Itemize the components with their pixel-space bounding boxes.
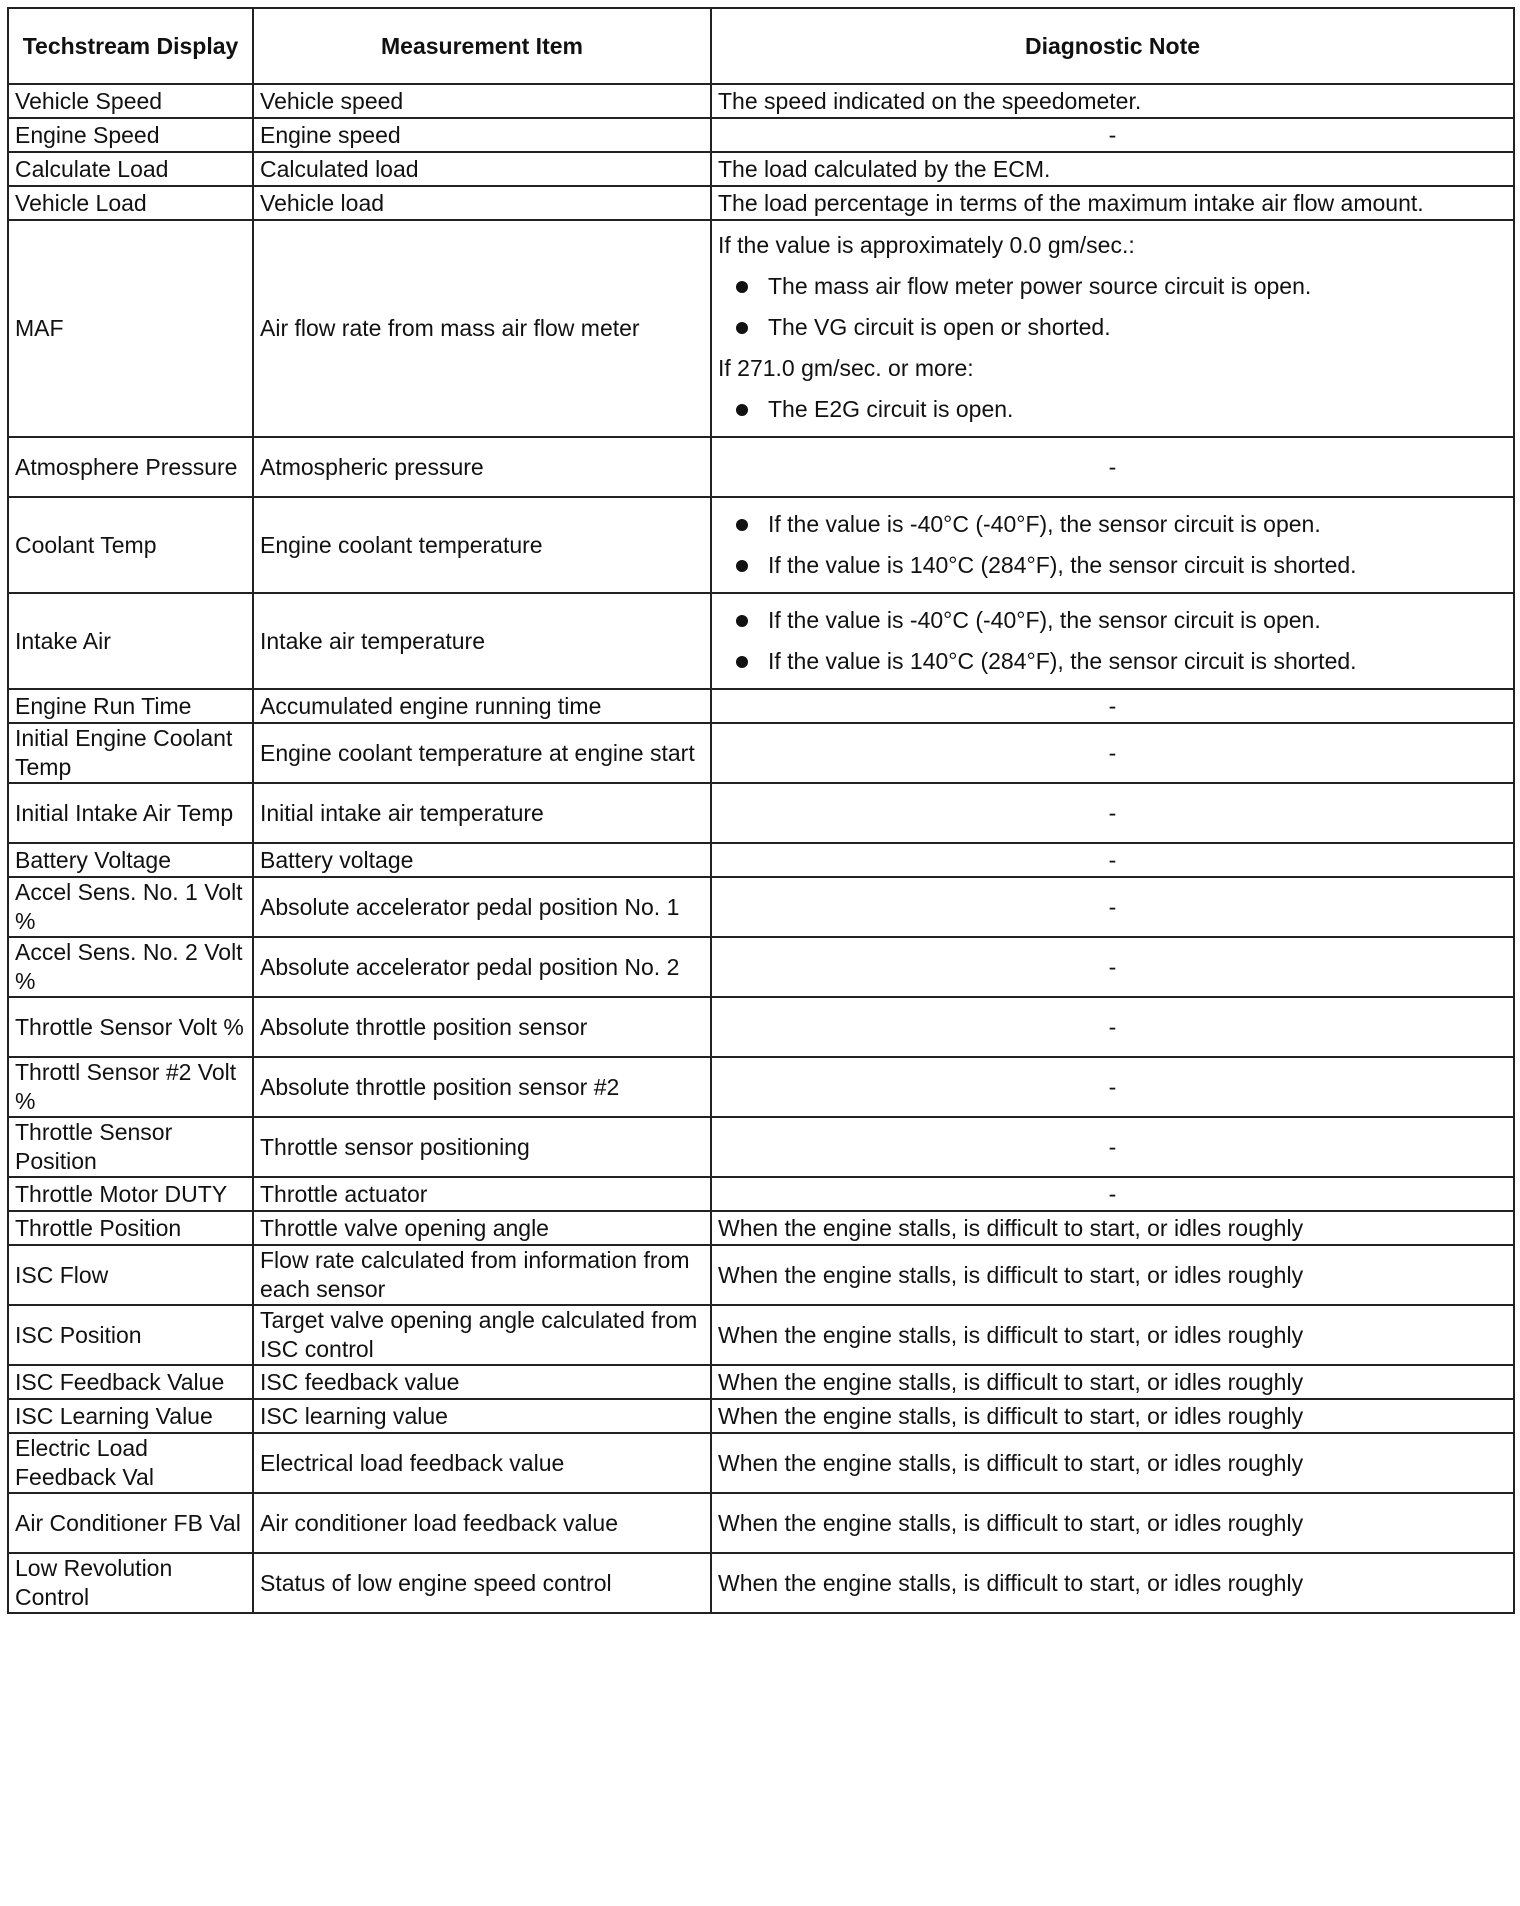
cell-measurement-item: Accumulated engine running time <box>253 689 711 723</box>
note-bullet-item: If the value is 140°C (284°F), the sensor circuit is shorted. <box>718 551 1507 580</box>
cell-measurement-item: Flow rate calculated from information from each sensor <box>253 1245 711 1305</box>
cell-diagnostic-note: When the engine stalls, is difficult to start, or idles roughly <box>711 1493 1514 1553</box>
table-row <box>8 437 1514 497</box>
note-bullet-item: If the value is -40°C (-40°F), the sensor circuit is open. <box>718 606 1507 635</box>
table-row <box>8 783 1514 843</box>
note-bullet-item: If the value is -40°C (-40°F), the sensor circuit is open. <box>718 510 1507 539</box>
cell-techstream-display: MAF <box>8 220 253 437</box>
table-row <box>8 118 1514 152</box>
table-row <box>8 689 1514 723</box>
cell-diagnostic-note: The speed indicated on the speedometer. <box>711 84 1514 118</box>
table-row <box>8 1177 1514 1211</box>
data-list-table <box>7 7 1515 1614</box>
cell-techstream-display: ISC Learning Value <box>8 1399 253 1433</box>
cell-measurement-item: Throttle sensor positioning <box>253 1117 711 1177</box>
cell-diagnostic-note: - <box>711 783 1514 843</box>
cell-techstream-display: Vehicle Load <box>8 186 253 220</box>
cell-techstream-display: Throttle Position <box>8 1211 253 1245</box>
cell-measurement-item: Vehicle speed <box>253 84 711 118</box>
cell-diagnostic-note: - <box>711 118 1514 152</box>
note-paragraph: If the value is approximately 0.0 gm/sec.: <box>718 232 1135 258</box>
table-row <box>8 1117 1514 1177</box>
cell-diagnostic-note: When the engine stalls, is difficult to start, or idles roughly <box>711 1305 1514 1365</box>
cell-diagnostic-note: When the engine stalls, is difficult to start, or idles roughly <box>711 1211 1514 1245</box>
cell-diagnostic-note: The load percentage in terms of the maximum intake air flow amount. <box>711 186 1514 220</box>
cell-techstream-display: Intake Air <box>8 593 253 689</box>
cell-diagnostic-note <box>711 497 1514 593</box>
cell-techstream-display: Calculate Load <box>8 152 253 186</box>
cell-measurement-item: ISC learning value <box>253 1399 711 1433</box>
cell-measurement-item: Absolute throttle position sensor <box>253 997 711 1057</box>
cell-measurement-item: Absolute accelerator pedal position No. 1 <box>253 877 711 937</box>
cell-measurement-item: Air conditioner load feedback value <box>253 1493 711 1553</box>
cell-measurement-item: Engine coolant temperature <box>253 497 711 593</box>
table-row <box>8 843 1514 877</box>
cell-measurement-item: Battery voltage <box>253 843 711 877</box>
header-diagnostic-note: Diagnostic Note <box>711 8 1514 84</box>
cell-techstream-display: Accel Sens. No. 1 Volt % <box>8 877 253 937</box>
cell-techstream-display: Battery Voltage <box>8 843 253 877</box>
note-bullet-item: If the value is 140°C (284°F), the sensor circuit is shorted. <box>718 647 1507 676</box>
note-paragraph: If 271.0 gm/sec. or more: <box>718 355 974 381</box>
cell-techstream-display: Initial Intake Air Temp <box>8 783 253 843</box>
table-body <box>8 84 1514 1613</box>
table-row <box>8 997 1514 1057</box>
cell-diagnostic-note <box>711 593 1514 689</box>
cell-measurement-item: Absolute accelerator pedal position No. 2 <box>253 937 711 997</box>
cell-measurement-item: Throttle valve opening angle <box>253 1211 711 1245</box>
cell-diagnostic-note: When the engine stalls, is difficult to start, or idles roughly <box>711 1365 1514 1399</box>
table-row <box>8 84 1514 118</box>
table-row <box>8 497 1514 593</box>
cell-measurement-item: Initial intake air temperature <box>253 783 711 843</box>
cell-diagnostic-note: - <box>711 437 1514 497</box>
table-row <box>8 937 1514 997</box>
cell-measurement-item: Absolute throttle position sensor #2 <box>253 1057 711 1117</box>
cell-measurement-item: Throttle actuator <box>253 1177 711 1211</box>
note-bullet-item: The mass air flow meter power source circuit is open. <box>718 272 1507 301</box>
cell-diagnostic-note: - <box>711 723 1514 783</box>
cell-techstream-display: Engine Speed <box>8 118 253 152</box>
table-row <box>8 152 1514 186</box>
cell-measurement-item: Target valve opening angle calculated from ISC control <box>253 1305 711 1365</box>
cell-techstream-display: Vehicle Speed <box>8 84 253 118</box>
cell-techstream-display: Throttle Motor DUTY <box>8 1177 253 1211</box>
table-row <box>8 723 1514 783</box>
table-row <box>8 593 1514 689</box>
table-row <box>8 1211 1514 1245</box>
cell-techstream-display: Electric Load Feedback Val <box>8 1433 253 1493</box>
cell-diagnostic-note: - <box>711 1177 1514 1211</box>
cell-diagnostic-note: The load calculated by the ECM. <box>711 152 1514 186</box>
table-row <box>8 220 1514 437</box>
cell-diagnostic-note: When the engine stalls, is difficult to start, or idles roughly <box>711 1245 1514 1305</box>
cell-diagnostic-note: When the engine stalls, is difficult to start, or idles roughly <box>711 1399 1514 1433</box>
cell-techstream-display: Throttle Sensor Volt % <box>8 997 253 1057</box>
cell-diagnostic-note: When the engine stalls, is difficult to start, or idles roughly <box>711 1433 1514 1493</box>
cell-diagnostic-note <box>711 220 1514 437</box>
cell-diagnostic-note: - <box>711 997 1514 1057</box>
cell-measurement-item: Status of low engine speed control <box>253 1553 711 1613</box>
cell-techstream-display: Throttl Sensor #2 Volt % <box>8 1057 253 1117</box>
table-row <box>8 1057 1514 1117</box>
cell-diagnostic-note: - <box>711 937 1514 997</box>
table-row <box>8 1399 1514 1433</box>
cell-measurement-item: Air flow rate from mass air flow meter <box>253 220 711 437</box>
cell-diagnostic-note: - <box>711 843 1514 877</box>
cell-measurement-item: Intake air temperature <box>253 593 711 689</box>
cell-diagnostic-note: - <box>711 877 1514 937</box>
table-row <box>8 1365 1514 1399</box>
table-row <box>8 877 1514 937</box>
cell-techstream-display: Atmosphere Pressure <box>8 437 253 497</box>
cell-measurement-item: Atmospheric pressure <box>253 437 711 497</box>
header-techstream-display: Techstream Display <box>8 8 253 84</box>
cell-techstream-display: Throttle Sensor Position <box>8 1117 253 1177</box>
cell-diagnostic-note: When the engine stalls, is difficult to start, or idles roughly <box>711 1553 1514 1613</box>
cell-techstream-display: Accel Sens. No. 2 Volt % <box>8 937 253 997</box>
cell-techstream-display: Low Revolution Control <box>8 1553 253 1613</box>
cell-diagnostic-note: - <box>711 1057 1514 1117</box>
note-bullet-item: The VG circuit is open or shorted. <box>718 313 1507 342</box>
cell-measurement-item: ISC feedback value <box>253 1365 711 1399</box>
cell-measurement-item: Engine speed <box>253 118 711 152</box>
cell-techstream-display: Initial Engine Coolant Temp <box>8 723 253 783</box>
cell-measurement-item: Calculated load <box>253 152 711 186</box>
note-bullet-item: The E2G circuit is open. <box>718 395 1507 424</box>
cell-techstream-display: ISC Flow <box>8 1245 253 1305</box>
cell-techstream-display: Air Conditioner FB Val <box>8 1493 253 1553</box>
cell-measurement-item: Engine coolant temperature at engine start <box>253 723 711 783</box>
cell-techstream-display: Engine Run Time <box>8 689 253 723</box>
table-row <box>8 1433 1514 1493</box>
cell-measurement-item: Vehicle load <box>253 186 711 220</box>
table-row <box>8 1305 1514 1365</box>
table-row <box>8 186 1514 220</box>
cell-techstream-display: Coolant Temp <box>8 497 253 593</box>
table-row <box>8 1553 1514 1613</box>
table-row <box>8 1245 1514 1305</box>
cell-techstream-display: ISC Position <box>8 1305 253 1365</box>
header-row <box>8 8 1514 84</box>
header-measurement-item: Measurement Item <box>253 8 711 84</box>
table-row <box>8 1493 1514 1553</box>
cell-diagnostic-note: - <box>711 1117 1514 1177</box>
cell-measurement-item: Electrical load feedback value <box>253 1433 711 1493</box>
cell-techstream-display: ISC Feedback Value <box>8 1365 253 1399</box>
cell-diagnostic-note: - <box>711 689 1514 723</box>
